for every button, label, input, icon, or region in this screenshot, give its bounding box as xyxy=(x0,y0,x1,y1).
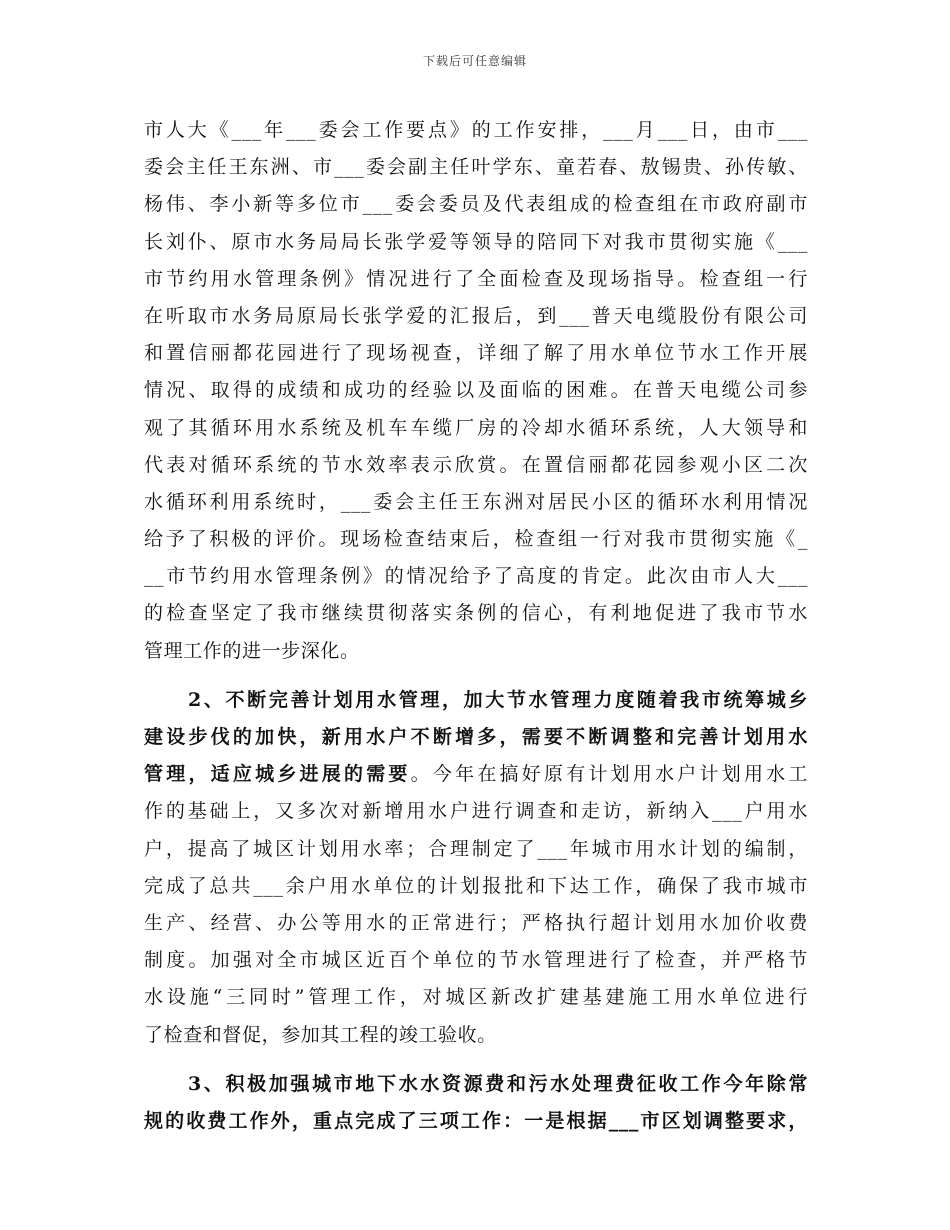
text-line: 的检查坚定了我市继续贯彻落实条例的信心，有利地促进了我市节水 xyxy=(144,602,808,625)
paragraph-3 xyxy=(144,1066,808,1140)
text-line: 管理工作的进一步深化。 xyxy=(144,639,360,662)
text-line: 给予了积极的评价。现场检查结束后，检查组一行对我市贯彻实施《_ xyxy=(144,528,808,551)
mixed-text-line xyxy=(144,756,808,793)
document-body xyxy=(144,112,808,1140)
text-line: 户，提高了城区计划用水率；合理制定了___年城市用水计划的编制， xyxy=(144,837,808,860)
text-line: 市节约用水管理条例》情况进行了全面检查及现场指导。检查组一行 xyxy=(144,267,808,290)
paragraph-2 xyxy=(144,682,808,1054)
text-line: 杨伟、李小新等多位市___委会委员及代表组成的检查组在市政府副市 xyxy=(144,193,808,216)
text-fragment: 。今年在搞好原有计划用水户计划用水工 xyxy=(410,763,808,786)
text-line: 水循环利用系统时，___委会主任王东洲对居民小区的循环水利用情况 xyxy=(144,490,808,513)
section-heading-line: 3、积极加强城市地下水水资源费和污水处理费征收工作今年除常 xyxy=(188,1072,808,1095)
text-line: 完成了总共___余户用水单位的计划报批和下达工作，确保了我市城市 xyxy=(144,874,808,897)
text-line: 情况、取得的成绩和成功的经验以及面临的困难。在普天电缆公司参 xyxy=(144,379,808,402)
section-heading-fragment: 管理，适应城乡进展的需要 xyxy=(144,763,411,786)
text-line: 水设施“三同时”管理工作，对城区新改扩建基建施工用水单位进行 xyxy=(144,986,808,1009)
text-line: 在听取市水务局原局长张学爱的汇报后，到___普天电缆股份有限公司 xyxy=(144,304,808,327)
text-line: 作的基础上，又多次对新增用水户进行调查和走访，新纳入___户用水 xyxy=(144,800,808,823)
text-line: 制度。加强对全市城区近百个单位的节水管理进行了检查，并严格节 xyxy=(144,949,808,972)
text-line: 市人大《___年___委会工作要点》的工作安排，___月___日，由市___ xyxy=(144,119,808,141)
text-line: 了检查和督促，参加其工程的竣工验收。 xyxy=(144,1023,497,1046)
section-heading-line: 建设步伐的加快，新用水户不断增多，需要不断调整和完善计划用水 xyxy=(144,726,808,748)
text-line: 生产、经营、办公等用水的正常进行；严格执行超计划用水加价收费 xyxy=(144,911,808,934)
text-line: __市节约用水管理条例》的情况给予了高度的肯定。此次由市人大___ xyxy=(144,565,808,588)
section-heading-line: 规的收费工作外，重点完成了三项工作：一是根据___市区划调整要求， xyxy=(144,1109,808,1132)
text-line: 代表对循环系统的节水效率表示欣赏。在置信丽都花园参观小区二次 xyxy=(144,453,808,476)
text-line: 委会主任王东洲、市___委会副主任叶学东、童若春、敖锡贵、孙传敏、 xyxy=(144,156,808,179)
paragraph-1 xyxy=(144,112,808,670)
text-line: 观了其循环用水系统及机车车缆厂房的冷却水循环系统，人大领导和 xyxy=(144,416,808,439)
text-line: 和置信丽都花园进行了现场视查，详细了解了用水单位节水工作开展 xyxy=(144,342,808,365)
page-header: 下载后可任意编辑 xyxy=(422,54,527,68)
section-heading-line: 2、不断完善计划用水管理，加大节水管理力度随着我市统筹城乡 xyxy=(188,688,808,711)
text-line: 长刘仆、原市水务局局长张学爱等领导的陪同下对我市贯彻实施《___ xyxy=(144,230,808,253)
